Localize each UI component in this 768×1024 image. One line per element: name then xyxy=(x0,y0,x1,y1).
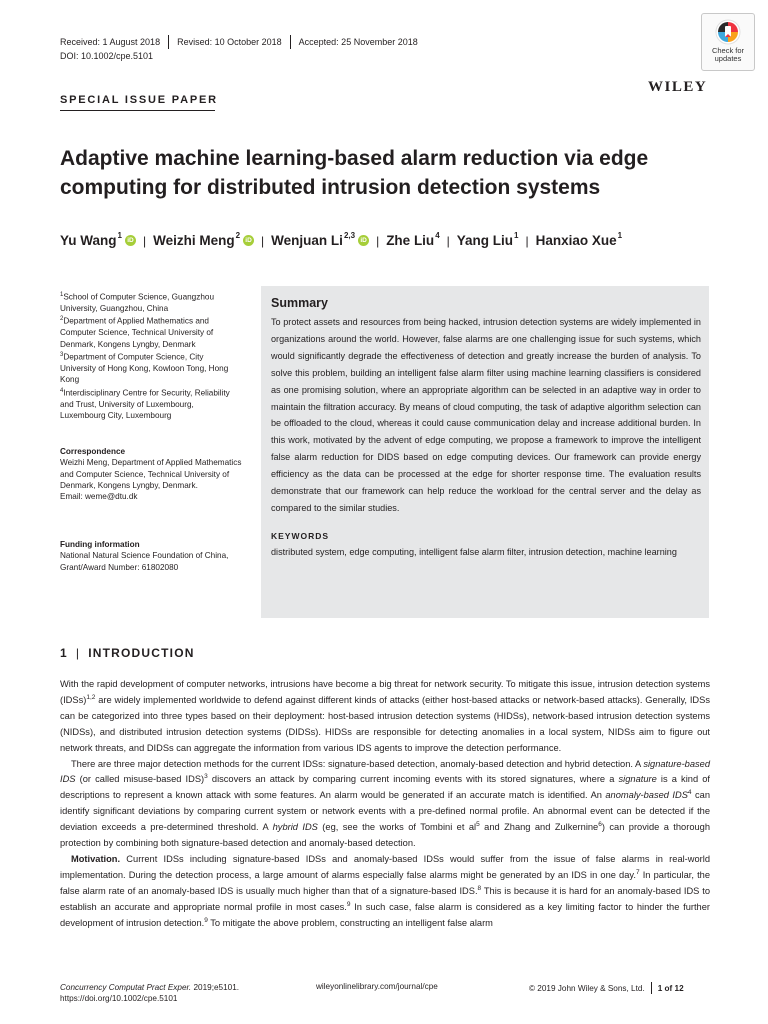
crossmark-line-1: Check for xyxy=(711,46,745,55)
author-separator: | xyxy=(525,233,529,248)
publication-dates xyxy=(60,35,418,49)
section-number: 1 xyxy=(60,646,68,660)
correspondence-heading: Correspondence xyxy=(60,447,126,456)
orcid-icon[interactable]: iD xyxy=(125,235,136,246)
affiliations xyxy=(60,290,240,421)
divider xyxy=(290,35,291,49)
author-separator: | xyxy=(261,233,265,248)
body-text xyxy=(60,677,710,932)
text-run: Current IDSs including signature-based IDSs and anomaly-based IDSs would suffer from the issue of false alarms in real-world implementation. During the detection process, a large amount of alarms especially false alarms might be generated by an IDS in one day. xyxy=(60,853,710,880)
crossmark-icon xyxy=(715,19,741,45)
summary-heading: Summary xyxy=(271,296,328,310)
divider xyxy=(168,35,169,49)
author-name: Yang Liu xyxy=(456,233,514,248)
affiliation-number: 4 xyxy=(60,387,64,394)
funding-heading: Funding information xyxy=(60,540,140,549)
author[interactable] xyxy=(153,233,254,248)
crossmark-line-2: updates xyxy=(714,54,742,63)
author-name: Wenjuan Li xyxy=(271,233,343,248)
author-list xyxy=(60,233,622,248)
author-affiliation-marker: 1 xyxy=(117,231,122,240)
affiliation-text: Department of Applied Mathematics and Computer Science, Technical University of Denmark, Kongens Lyngby, Denmark xyxy=(60,317,214,349)
correspondence-text: Weizhi Meng, Department of Applied Mathematics and Computer Science, Technical University of Denmark, Kongens Lyngby, Denmark. xyxy=(60,458,242,490)
affiliation xyxy=(60,314,240,350)
summary-box xyxy=(261,286,709,618)
text-run: With the rapid development of computer networks, intrusions have become a big threat for network security. To mitigate this issue, intrusion detection systems (IDSs) xyxy=(60,679,710,705)
author-affiliation-marker: 2 xyxy=(235,231,241,240)
affiliation xyxy=(60,386,240,422)
journal-site-link[interactable]: wileyonlinelibrary.com/journal/cpe xyxy=(316,982,438,991)
section-heading xyxy=(60,646,195,660)
citation[interactable]: 9 xyxy=(204,916,208,924)
emphasis: hybrid IDS xyxy=(272,822,318,833)
orcid-icon[interactable]: iD xyxy=(243,235,254,246)
footer-citation xyxy=(60,982,239,1004)
text-run: is a kind of descriptions to represent a known attack with some features. An alarm would be generated if an accurate match is identified. An xyxy=(60,774,710,801)
text-run: To mitigate the above problem, constructing an intelligent false alarm xyxy=(207,917,493,928)
footer-doi-link[interactable]: https://doi.org/10.1002/cpe.5101 xyxy=(60,994,178,1003)
paragraph-1 xyxy=(60,677,710,757)
article-title: Adaptive machine learning-based alarm reduction via edge computing for distributed intrusion detection systems xyxy=(60,147,649,199)
text-run: are widely implemented worldwide to defend against different kinds of attacks (either host-based attacks or network-based attacks). Generally, IDSs can be categorized into three types based on their deployment: host-based intrusion detection systems (HIDSs), network-based intrusion detection systems (NIDSs), and distributed intrusion detection systems (DIDSs). HIDSs are responsible for detecting anomalies in a local system, NIDSs aim to figure out network threats, and DIDSs can aggregate the information from various IDS agents to improve the detection performance. xyxy=(60,694,710,753)
keywords-heading: KEYWORDS xyxy=(271,530,330,541)
check-for-updates-badge[interactable] xyxy=(701,13,755,71)
affiliation-text: School of Computer Science, Guangzhou University, Guangzhou, China xyxy=(60,292,214,314)
emphasis: signature-based IDS xyxy=(60,758,710,785)
paragraph-2 xyxy=(60,757,710,852)
author-affiliation-marker: 4 xyxy=(435,231,440,240)
text-run: (eg, see the works of Tombini et al xyxy=(317,822,477,833)
accepted-date: Accepted: 25 November 2018 xyxy=(298,37,418,47)
affiliation xyxy=(60,290,240,314)
author[interactable] xyxy=(386,233,439,248)
publisher-logo: WILEY xyxy=(648,79,708,95)
funding-information xyxy=(60,539,250,573)
text-run: (or called misuse-based IDS) xyxy=(75,774,205,785)
author[interactable] xyxy=(271,233,369,248)
run-in-heading: Motivation. xyxy=(71,853,121,864)
affiliation-number: 2 xyxy=(60,316,64,323)
received-date: Received: 1 August 2018 xyxy=(60,37,161,47)
author-name: Zhe Liu xyxy=(386,233,435,248)
correspondence-email[interactable]: Email: weme@dtu.dk xyxy=(60,492,138,502)
crossmark-label xyxy=(712,47,744,63)
divider xyxy=(651,982,652,994)
revised-date: Revised: 10 October 2018 xyxy=(177,37,282,47)
citation[interactable]: 6 xyxy=(598,821,602,829)
emphasis: anomaly-based IDS xyxy=(605,790,688,801)
affiliation-number: 1 xyxy=(60,292,64,298)
citation[interactable]: 8 xyxy=(477,884,482,892)
text-run: can identify significant deviations by comparing current system or network events with a pre-defined normal profile. An abnormal event can be detected if the deviation exceeds a pre-determined threshold. A xyxy=(60,790,710,833)
keywords-list: distributed system, edge computing, intelligent false alarm filter, intrusion detection, machine learning xyxy=(271,546,677,557)
author[interactable] xyxy=(536,233,622,248)
affiliation xyxy=(60,350,240,386)
orcid-icon[interactable]: iD xyxy=(358,235,369,246)
author-affiliation-marker: 1 xyxy=(514,231,519,240)
doi[interactable]: DOI: 10.1002/cpe.5101 xyxy=(60,51,154,61)
article-type-underline xyxy=(60,110,215,111)
author[interactable] xyxy=(60,233,136,248)
author-name: Hanxiao Xue xyxy=(535,233,617,248)
author-name: Yu Wang xyxy=(60,233,117,248)
author-affiliation-marker: 2,3 xyxy=(343,231,356,240)
page-number: 1 of 12 xyxy=(657,983,684,993)
citation[interactable]: 9 xyxy=(346,900,351,908)
text-run: In such case, false alarm is considered as a key limiting factor to hinder the further development of intrusion detection. xyxy=(60,901,710,928)
footer-right xyxy=(529,982,684,994)
summary-text: To protect assets and resources from being hacked, intrusion detection systems are widely implemented in organizations around the world. However, false alarms are one challenging issue for such systems, which would significantly degrade the effectiveness of detection and greatly increase the burden of analysis. To solve this problem, building an intelligent false alarm filter using machine learning classifiers is considered as one promising solution, where an appropriate algorithm can be selected in an adaptive way in order to maintain the filtration accuracy. By means of cloud computing, the task of adaptive algorithm selection can be offloaded to the cloud, whereas it could cause communication delay and increase additional burden. In this work, motivated by the advent of edge computing, we propose a framework to improve the intelligent false alarm reduction for DIDS based on edge computing devices. Our framework can provide energy efficiency as the data can be processed at the edge for shorter response time. The evaluation results demonstrate that our framework can help reduce the workload for the central server and the delay as compared to the similar studies. xyxy=(271,317,701,513)
author-separator: | xyxy=(376,233,380,248)
correspondence xyxy=(60,446,250,502)
journal-citation xyxy=(60,982,239,993)
funding-text: National Natural Science Foundation of China, Grant/Award Number: 61802080 xyxy=(60,551,229,572)
citation[interactable]: 4 xyxy=(687,789,692,797)
author-affiliation-marker: 1 xyxy=(617,231,623,240)
citation[interactable]: 5 xyxy=(476,821,480,829)
text-run: discovers an attack by comparing current incoming events with its stored signatures, where a xyxy=(207,774,619,785)
author-separator: | xyxy=(446,233,450,248)
text-run: There are three major detection methods for the current IDSs: signature-based detection, anomaly-based detection and hybrid detection. A xyxy=(71,758,644,769)
author-separator: | xyxy=(142,233,147,248)
affiliation-number: 3 xyxy=(60,351,64,358)
text-run: This is because it is hard for an anomaly-based IDS to establish an accurate and appropriate normal profile in most cases. xyxy=(60,885,710,912)
journal-name: Concurrency Computat Pract Exper. xyxy=(60,983,192,992)
section-divider: | xyxy=(75,646,81,660)
affiliation-text: Interdisciplinary Centre for Security, Reliability and Trust, University of Luxembourg, Luxembourg City, Luxembourg xyxy=(60,388,230,420)
text-run: and Zhang and Zulkernine xyxy=(479,822,599,833)
emphasis: signature xyxy=(618,774,657,785)
author[interactable] xyxy=(457,233,519,248)
author-name: Weizhi Meng xyxy=(153,233,235,248)
paragraph-3 xyxy=(60,852,710,932)
citation[interactable]: 3 xyxy=(204,773,208,781)
section-title: INTRODUCTION xyxy=(88,646,195,660)
citation[interactable]: 7 xyxy=(635,868,640,876)
affiliation-text: Department of Computer Science, City University of Hong Kong, Kowloon Tong, Hong Kong xyxy=(60,352,229,385)
citation[interactable]: 1,2 xyxy=(86,693,96,701)
text-run: ) can provide a thorough protection by combining both signature-based detection and anomaly-based detection. xyxy=(60,822,711,849)
article-type: SPECIAL ISSUE PAPER xyxy=(60,94,218,106)
text-run: In particular, the false alarm rate of an anomaly-based IDS is usually much higher than that of a signature-based IDS. xyxy=(60,869,710,896)
copyright: © 2019 John Wiley & Sons, Ltd. xyxy=(529,983,645,993)
citation-number: 2019;e5101. xyxy=(191,983,240,992)
